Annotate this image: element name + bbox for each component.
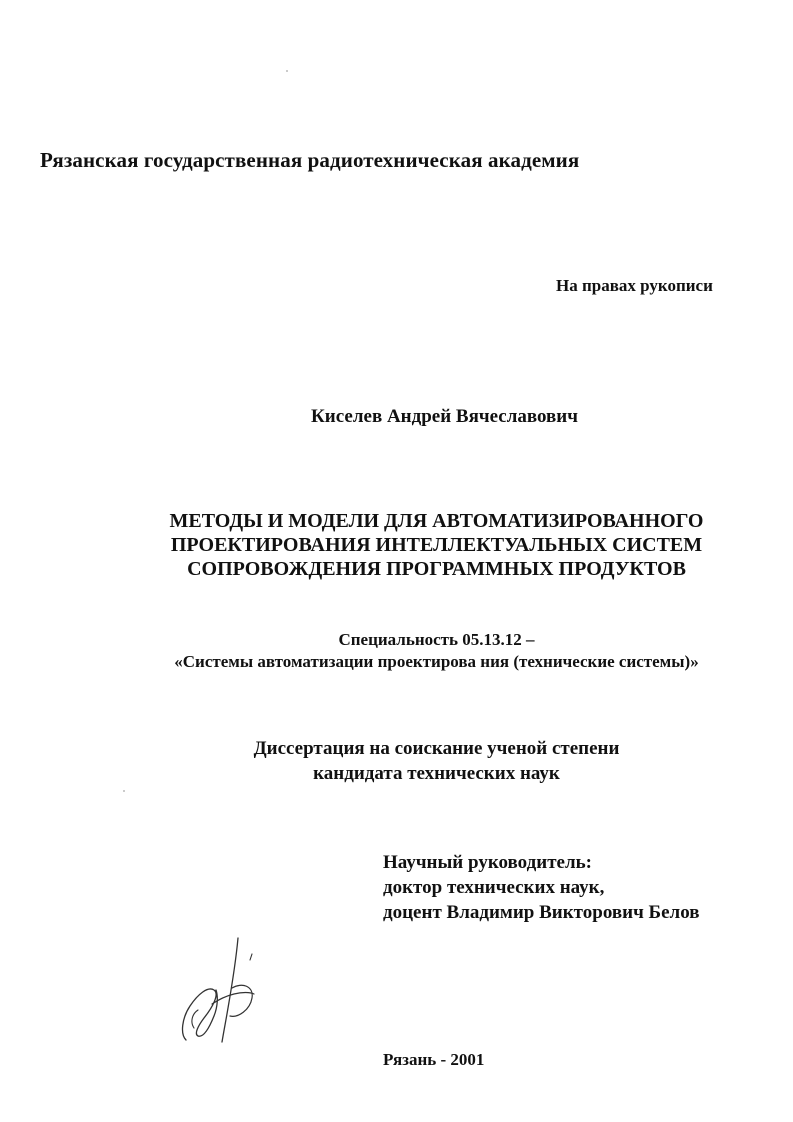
thesis-title [40, 509, 793, 581]
supervisor-heading: Научный руководитель: [383, 852, 592, 873]
thesis-title-line: ПРОЕКТИРОВАНИЯ ИНТЕЛЛЕКТУАЛЬНЫХ СИСТЕМ [170, 534, 703, 556]
degree-line: Диссертация на соискание ученой степени [253, 738, 620, 759]
scan-speck [123, 790, 125, 792]
institution-name: Рязанская государственная радиотехническая академия [40, 148, 580, 172]
specialty-block [40, 629, 793, 673]
specialty-name: «Системы автоматизации проектирова ния (технические системы)» [174, 652, 699, 671]
degree-block [40, 736, 793, 786]
degree-line: кандидата технических наук [313, 763, 560, 784]
author-name: Киселев Андрей Вячеславович [311, 406, 578, 427]
supervisor-degree: доктор технических наук, [383, 877, 605, 898]
supervisor-name: доцент Владимир Викторович Белов [383, 902, 700, 923]
specialty-code: Специальность 05.13.12 – [338, 630, 535, 649]
scan-speck [286, 70, 288, 72]
thesis-title-line: МЕТОДЫ И МОДЕЛИ ДЛЯ АВТОМАТИЗИРОВАННОГО [169, 510, 704, 532]
rights-notice: На правах рукописи [556, 276, 713, 295]
city-year: Рязань - 2001 [383, 1050, 485, 1069]
handwritten-signature [172, 930, 262, 1050]
supervisor-block [383, 850, 699, 925]
thesis-title-line: СОПРОВОЖДЕНИЯ ПРОГРАММНЫХ ПРОДУКТОВ [187, 558, 686, 580]
